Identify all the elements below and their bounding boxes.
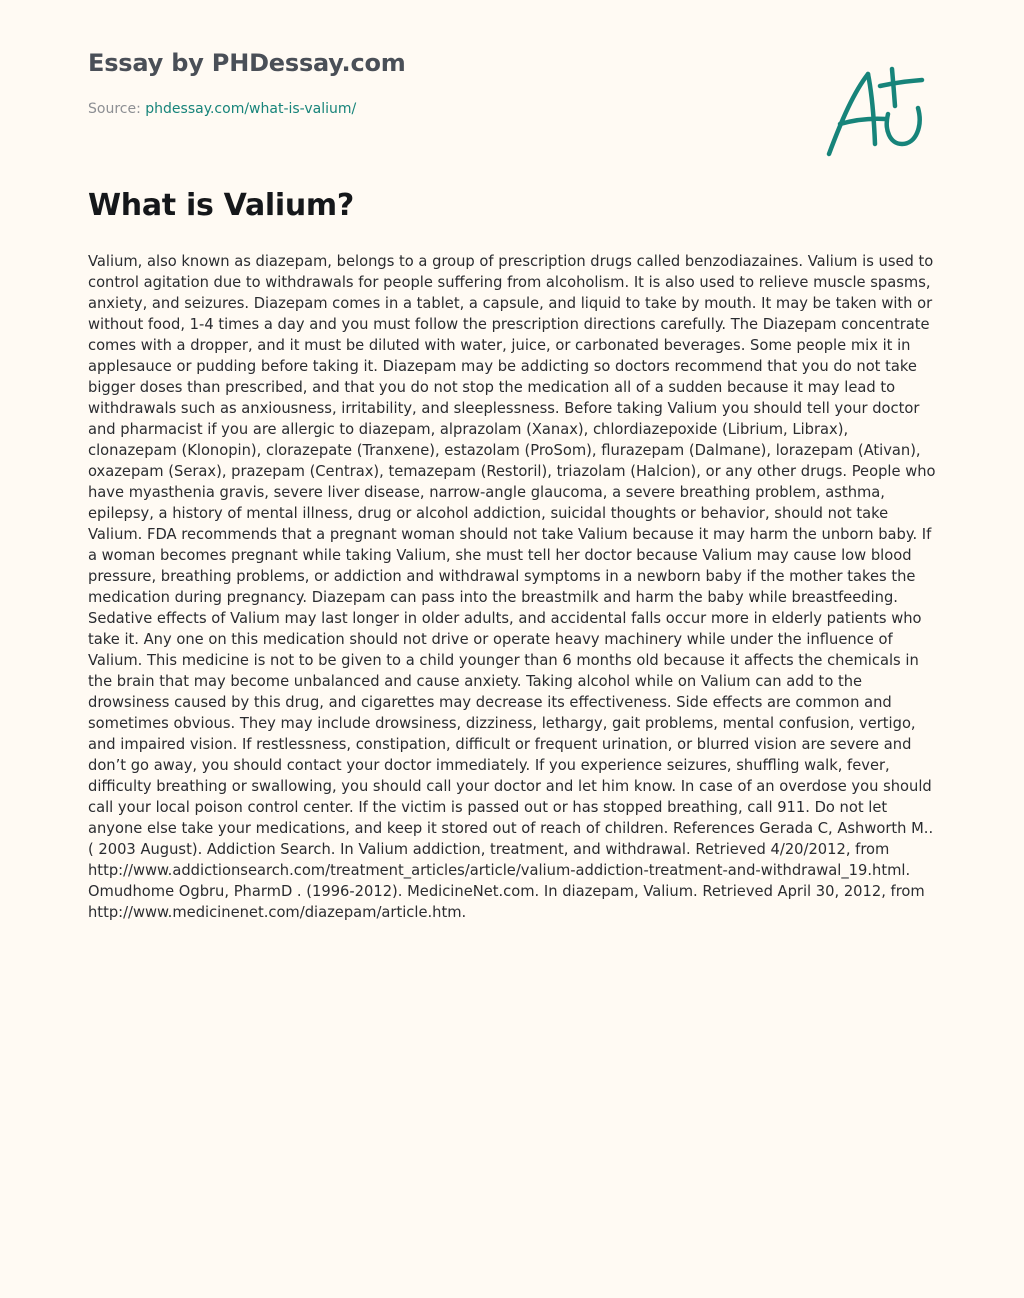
essay-body: Valium, also known as diazepam, belongs to a group of prescription drugs called benzodiazaines. Valium is used to control agitation due to withdrawals for people suffering from alcoholism. It is also used to relieve muscle spasms, anxiety, and seizures. Diazepam comes in a tablet, a capsule, and liquid to take by mouth. It may be taken with or without food, 1-4 times a day and you must follow the prescription directions carefully. The Diazepam concentrate comes with a dropper, and it must be diluted with water, juice, or carbonated beverages. Some people mix it in applesauce or pudding before taking it. Diazepam may be addicting so doctors recommend that you do not take bigger doses than prescribed, and that you do not stop the medication all of a sudden because it may lead to withdrawals such as anxiousness, irritability, and sleeplessness. Before taking Valium you should tell your doctor and pharmacist if you are allergic to diazepam, alprazolam (Xanax), chlordiazepoxide (Librium, Librax), clonazepam (Klonopin), clorazepate (Tranxene), estazolam (ProSom), flurazepam (Dalmane), lorazepam (Ativan), oxazepam (Serax), prazepam (Centrax), temazepam (Restoril), triazolam (Halcion), or any other drugs. People who have myasthenia gravis, severe liver disease, narrow-angle glaucoma, a severe breathing problem, asthma, epilepsy, a history of mental illness, drug or alcohol addiction, suicidal thoughts or behavior, should not take Valium. FDA recommends that a pregnant woman should not take Valium because it may harm the unborn baby. If a woman becomes pregnant while taking Valium, she must tell her doctor because Valium may cause low blood pressure, breathing problems, or addiction and withdrawal symptoms in a newborn baby if the mother takes the medication during pregnancy. Diazepam can pass into the breastmilk and harm the baby while breastfeeding. Sedative effects of Valium may last longer in older adults, and accidental falls occur more in elderly patients who take it. Any one on this medication should not drive or operate heavy machinery while under the influence of Valium. This medicine is not to be given to a child younger than 6 months old because it affects the chemicals in the brain that may become unbalanced and cause anxiety. Taking alcohol while on Valium can add to the drowsiness caused by this drug, and cigarettes may decrease its effectiveness. Side effects are common and sometimes obvious. They may include drowsiness, dizziness, lethargy, gait problems, mental confusion, vertigo, and impaired vision. If restlessness, constipation, difficult or frequent urination, or blurred vision are severe and don’t go away, you should contact your doctor immediately. If you experience seizures, shuffling walk, fever, difficulty breathing or swallowing, you should call your doctor and let him know. In case of an overdose you should call your local poison control center. If the victim is passed out or has stopped breathing, call 911. Do not let anyone else take your medications, and keep it stored out of reach of children. References Gerada C, Ashworth M.. ( 2003 August). Addiction Search. In Valium addiction, treatment, and withdrawal. Retrieved 4/20/2012, from http://www.addictionsearch.com/treatment_articles/article/valium-addiction-treatment-and-withdrawal_19.html. Omudhome Ogbru, PharmD . (1996-2012). MedicineNet.com. In diazepam, Valium. Retrieved April 30, 2012, from http://www.medicinenet.com/diazepam/article.htm. — [88, 253, 936, 921]
source-link[interactable]: phdessay.com/what-is-valium/ — [145, 101, 357, 117]
a-plus-logo-icon — [822, 64, 932, 164]
essay-title: What is Valium? — [88, 188, 354, 223]
site-title: Essay by PHDessay.com — [88, 49, 406, 77]
source-label: Source: — [88, 101, 146, 117]
source-line — [88, 101, 356, 117]
